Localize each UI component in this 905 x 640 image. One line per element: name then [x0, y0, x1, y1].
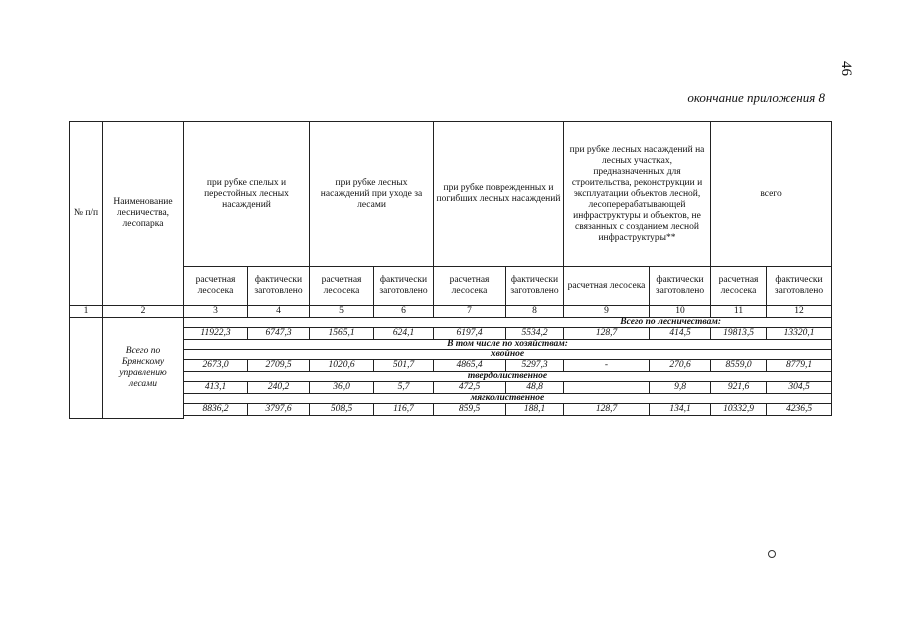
value-cell: 128,7 [564, 328, 650, 340]
col-number: 10 [650, 306, 711, 318]
value-cell: 116,7 [374, 404, 434, 416]
value-cell: 8559,0 [711, 360, 767, 372]
value-cell: 19813,5 [711, 328, 767, 340]
table-row [70, 360, 832, 372]
table-row [70, 328, 832, 340]
value-cell: 4865,4 [434, 360, 506, 372]
section-label-softwood: мягколиственное [184, 394, 832, 404]
col-number: 7 [434, 306, 506, 318]
col-number: 4 [248, 306, 310, 318]
value-cell: 6197,4 [434, 328, 506, 340]
value-cell: 128,7 [564, 404, 650, 416]
value-cell: 2673,0 [184, 360, 248, 372]
value-cell: 3797,6 [248, 404, 310, 416]
value-cell: 1565,1 [310, 328, 374, 340]
subheader-fact: фактически заготовлено [506, 267, 564, 306]
col-number: 3 [184, 306, 248, 318]
value-cell: 134,1 [650, 404, 711, 416]
col-number: 2 [103, 306, 184, 318]
col-number: 6 [374, 306, 434, 318]
circle-mark [768, 550, 776, 558]
header-forestry-name: Наименование лесничества, лесопарка [103, 122, 184, 306]
value-cell: 188,1 [506, 404, 564, 416]
value-cell: 4236,5 [767, 404, 832, 416]
row-number-cell [70, 318, 103, 419]
col-number: 12 [767, 306, 832, 318]
col-number: 8 [506, 306, 564, 318]
value-cell: - [564, 360, 650, 372]
value-cell: 304,5 [767, 382, 832, 394]
subheader-fact: фактически заготовлено [374, 267, 434, 306]
value-cell: 240,2 [248, 382, 310, 394]
table-row [70, 404, 832, 416]
header-care-felling: при рубке лесных насаждений при уходе за лесами [310, 122, 434, 267]
value-cell: 13320,1 [767, 328, 832, 340]
header-damaged-felling: при рубке поврежденных и погибших лесных насаждений [434, 122, 564, 267]
value-cell: 472,5 [434, 382, 506, 394]
harvest-table [69, 121, 832, 419]
subheader-calc: расчетная лесосека [564, 267, 650, 306]
subheader-fact: фактически заготовлено [767, 267, 832, 306]
subheader-fact: фактически заготовлено [248, 267, 310, 306]
col-number: 5 [310, 306, 374, 318]
value-cell: 921,6 [711, 382, 767, 394]
subheader-calc: расчетная лесосека [310, 267, 374, 306]
value-cell: 624,1 [374, 328, 434, 340]
section-label-coniferous: хвойное [184, 350, 832, 360]
header-mature-felling: при рубке спелых и перестойных лесных насаждений [184, 122, 310, 267]
value-cell: 1020,6 [310, 360, 374, 372]
col-number: 9 [564, 306, 650, 318]
table-end-row [70, 416, 832, 419]
section-label-hardwood: твердолиственное [184, 372, 832, 382]
page-number: 46 [838, 61, 854, 76]
value-cell: 11922,3 [184, 328, 248, 340]
value-cell: 36,0 [310, 382, 374, 394]
value-cell: 270,6 [650, 360, 711, 372]
value-cell: 9,8 [650, 382, 711, 394]
value-cell: 2709,5 [248, 360, 310, 372]
value-cell: 501,7 [374, 360, 434, 372]
subheader-calc: расчетная лесосека [184, 267, 248, 306]
value-cell: 5297,3 [506, 360, 564, 372]
value-cell: 5,7 [374, 382, 434, 394]
section-spacer [184, 318, 310, 328]
value-cell: 508,5 [310, 404, 374, 416]
value-cell: 48,8 [506, 382, 564, 394]
table-row [70, 382, 832, 394]
section-label-total: Всего по лесничествам: [310, 318, 832, 328]
value-cell: 859,5 [434, 404, 506, 416]
subheader-calc: расчетная лесосека [711, 267, 767, 306]
value-cell: 8836,2 [184, 404, 248, 416]
value-cell: 10332,9 [711, 404, 767, 416]
region-label: Всего по Брянскому управлению лесами [103, 318, 184, 419]
value-cell: 413,1 [184, 382, 248, 394]
value-cell: 6747,3 [248, 328, 310, 340]
value-cell: 8779,1 [767, 360, 832, 372]
header-number: № п/п [70, 122, 103, 306]
value-cell [564, 382, 650, 394]
header-total: всего [711, 122, 832, 267]
header-infrastructure-felling: при рубке лесных насаждений на лесных участках, предназначенных для строительства, реконструкции и эксплуатации объектов лесной, лесоперерабатывающей инфраструктуры и объектов, не связанных с созданием лесной инфраструктуры** [564, 122, 711, 267]
table-end-spacer [184, 416, 832, 419]
appendix-subtitle: окончание приложения 8 [687, 90, 825, 105]
subheader-calc: расчетная лесосека [434, 267, 506, 306]
col-number: 11 [711, 306, 767, 318]
value-cell: 5534,2 [506, 328, 564, 340]
subheader-fact: фактически заготовлено [650, 267, 711, 306]
value-cell: 414,5 [650, 328, 711, 340]
section-label-by-type: В том числе по хозяйствам: [184, 340, 832, 350]
column-number-row [70, 306, 832, 318]
col-number: 1 [70, 306, 103, 318]
